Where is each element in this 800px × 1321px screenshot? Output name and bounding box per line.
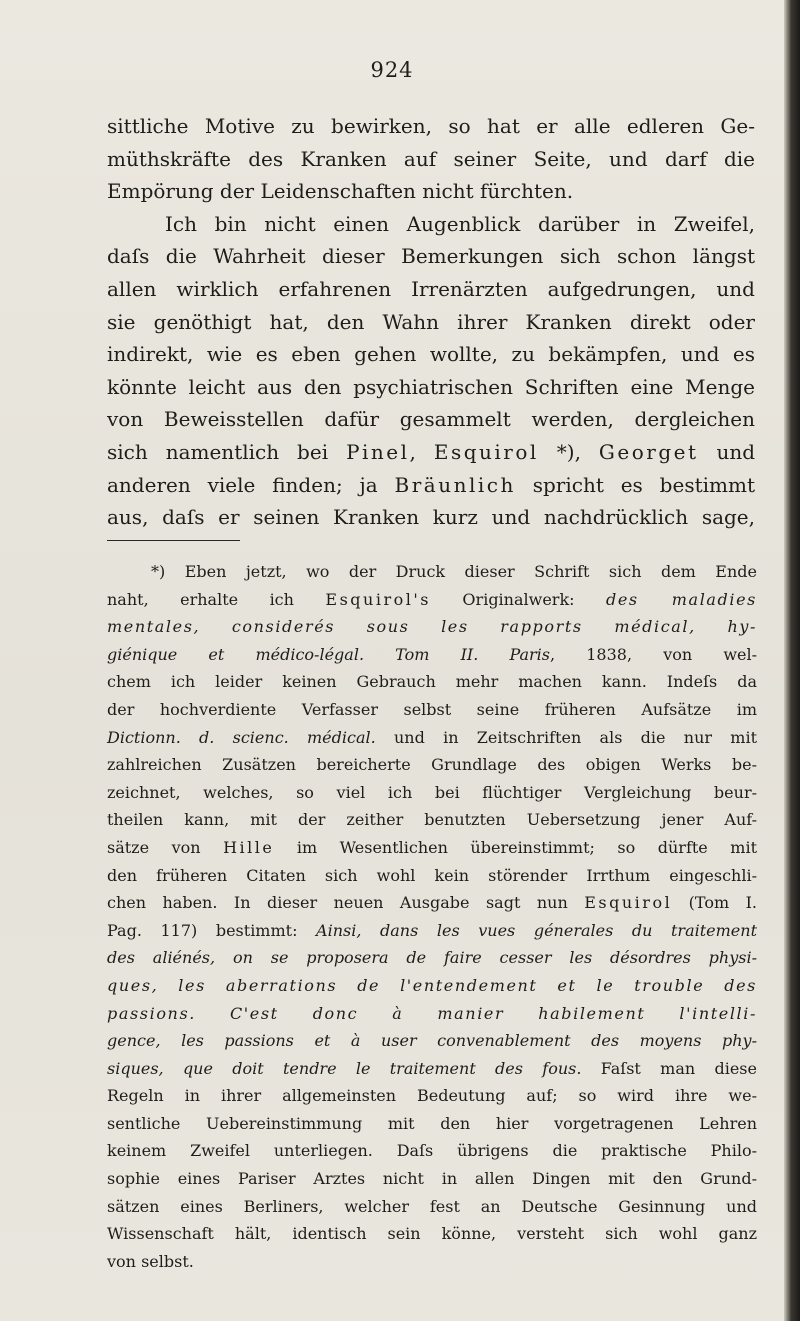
text-run: Pag. 117) bestimmt: (107, 920, 317, 940)
book-title: des maladies (606, 589, 757, 609)
text-run: naht, erhalte ich (107, 589, 326, 609)
text-line: könnte leicht aus den psychiatrischen Schriften eine Menge (107, 374, 755, 399)
text-line: aus, daſs er seinen Kranken kurz und nachdrücklich sage, (107, 505, 755, 530)
footnote-block (107, 558, 757, 1275)
journal-title: Dictionn. d. scienc. médical. (107, 727, 376, 747)
text-run: sätze von (107, 837, 224, 857)
author-name-georget: Georget (598, 439, 699, 464)
text-run: im Wesentlichen übereinstimmt; so dürfte mit (274, 837, 757, 857)
footnote-line (107, 1055, 757, 1083)
text-line: von Beweisstellen dafür gesammelt werden, dergleichen (107, 407, 755, 432)
french-quotation: passions. C'est donc à manier habilement l'intelli- (107, 1003, 757, 1023)
footnote-line (107, 944, 757, 972)
footnote-line: Wissenschaft hält, identisch sein könne, versteht sich wohl ganz (107, 1224, 757, 1244)
text-line: sie genöthigt hat, den Wahn ihrer Kranken direkt oder (107, 309, 755, 334)
text-line: müthskräfte des Kranken auf seiner Seite, und darf die (107, 146, 755, 171)
footnote-separator (107, 540, 240, 541)
footnote-line (107, 889, 757, 917)
footnote-marker: *), (538, 439, 599, 464)
text-run: Faſst man diese (581, 1058, 757, 1078)
french-quotation: siques, que doit tendre le traitement des fous. (107, 1058, 582, 1078)
author-name-esquirol: Esquirol (584, 893, 673, 913)
footnote-line (107, 1027, 757, 1055)
author-name-braeunlich: Bräunlich (394, 472, 516, 497)
page-binding-edge (784, 0, 800, 1321)
book-title: giénique et médico-légal. Tom II. Paris (107, 644, 550, 664)
footnote-line (107, 834, 757, 862)
author-name-pinel: Pinel (346, 439, 410, 464)
french-quotation: ques, les aberrations de l'entendement et le trouble des (107, 975, 757, 995)
page-number: 924 (370, 58, 414, 82)
footnote-line (107, 724, 757, 752)
text-run: anderen viele finden; ja (107, 472, 395, 497)
paragraph-start-line: Ich bin nicht einen Augenblick darüber in Zweifel, (165, 211, 755, 236)
footnote-line: sentliche Uebereinstimmung mit den hier vorgetragenen Lehren (107, 1113, 757, 1133)
footnote-line: chem ich leider keinen Gebrauch mehr machen kann. Indeſs da (107, 672, 757, 692)
french-quotation: Ainsi, dans les vues génerales du traitement (316, 920, 757, 940)
text-line (107, 436, 755, 469)
text-run: spricht es bestimmt (515, 472, 755, 497)
footnote-line: den früheren Citaten sich wohl kein störender Irrthum eingeschli- (107, 865, 757, 885)
text-line: Empörung der Leidenschaften nicht fürchten. (107, 179, 574, 204)
text-line: daſs die Wahrheit dieser Bemerkungen sich schon längst (107, 244, 755, 269)
footnote-line: zeichnet, welches, so viel ich bei flüchtiger Vergleichung beur- (107, 782, 757, 802)
book-title: mentales, considerés sous les rapports médical, hy- (107, 617, 757, 637)
text-run: (Tom I. (672, 893, 757, 913)
footnote-line: von selbst. (107, 1251, 194, 1271)
text-run: und in Zeitschriften als die nur mit (375, 727, 758, 747)
author-name-hille: Hille (223, 837, 275, 857)
text-line: indirekt, wie es eben gehen wollte, zu bekämpfen, und es (107, 342, 755, 367)
footnote-line (107, 613, 757, 641)
main-text-block (107, 110, 755, 534)
text-line (107, 469, 755, 502)
footnote-line: Regeln in ihrer allgemeinsten Bedeutung auf; so wird ihre we- (107, 1086, 757, 1106)
text-run: Originalwerk: (430, 589, 606, 609)
footnote-line: sophie eines Pariser Arztes nicht in allen Dingen mit den Grund- (107, 1169, 757, 1189)
text-line: allen wirklich erfahrenen Irrenärzten aufgedrungen, und (107, 276, 755, 301)
footnote-line (107, 586, 757, 614)
text-run: , 1838, von wel- (550, 644, 757, 664)
footnote-line (107, 972, 757, 1000)
text-run: chen haben. In dieser neuen Ausgabe sagt nun (107, 893, 585, 913)
footnote-line: theilen kann, mit der zeither benutzten Uebersetzung jener Auf- (107, 810, 757, 830)
footnote-line: zahlreichen Zusätzen bereicherte Grundlage des obigen Werks be- (107, 755, 757, 775)
french-quotation: gence, les passions et à user convenablement des moyens phy- (107, 1031, 757, 1051)
footnote-line: der hochverdiente Verfasser selbst seine früheren Aufsätze im (107, 699, 757, 719)
author-name-esquirol: Esquirol (433, 439, 539, 464)
text-line: sittliche Motive zu bewirken, so hat er alle edleren Ge- (107, 114, 755, 138)
text-run: und (698, 439, 756, 464)
footnote-line: keinem Zweifel unterliegen. Daſs übrigens die praktische Philo- (107, 1141, 757, 1161)
author-name-esquirol: Esquirol's (325, 589, 431, 609)
footnote-line (107, 641, 757, 669)
french-quotation: des aliénés, on se proposera de faire cesser les désordres physi- (107, 948, 757, 968)
footnote-line: sätzen eines Berliners, welcher fest an Deutsche Gesinnung und (107, 1196, 757, 1216)
text-run: sich namentlich bei (107, 439, 347, 464)
footnote-line (107, 1000, 757, 1028)
footnote-line: *) Eben jetzt, wo der Druck dieser Schrift sich dem Ende (151, 562, 757, 581)
footnote-line (107, 917, 757, 945)
text-run: , (409, 439, 434, 464)
